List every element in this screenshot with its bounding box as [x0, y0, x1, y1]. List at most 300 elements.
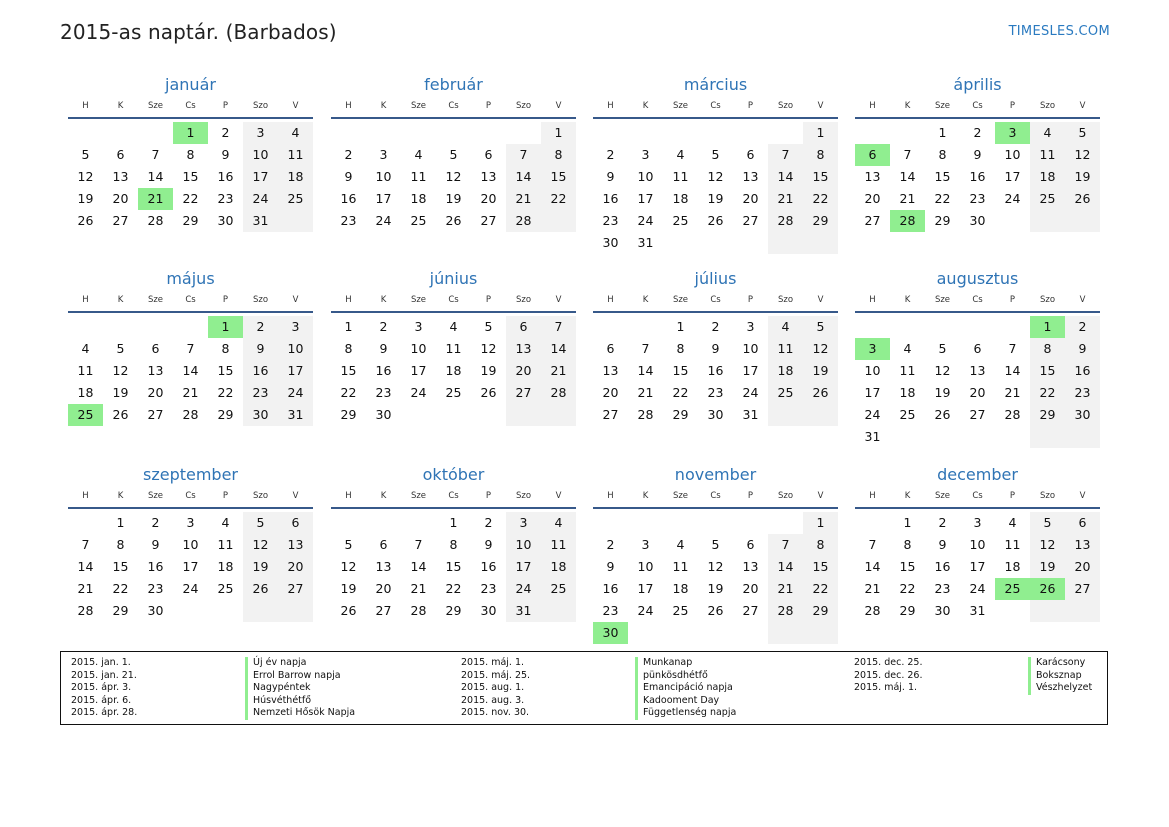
day-cell[interactable]: 20 — [864, 191, 881, 206]
day-cell[interactable]: 15 — [541, 166, 576, 188]
day-cell[interactable]: 18 — [77, 385, 94, 400]
day-cell[interactable]: 29 — [340, 407, 357, 422]
day-cell[interactable]: 7 — [641, 341, 650, 356]
day-cell[interactable]: 1 — [1030, 316, 1065, 338]
day-cell[interactable]: 28 — [147, 213, 164, 228]
day-cell[interactable]: 25 — [768, 382, 803, 404]
day-cell[interactable]: 5 — [711, 147, 720, 162]
day-cell[interactable]: 7 — [541, 316, 576, 338]
day-cell[interactable]: 30 — [602, 235, 619, 250]
day-cell[interactable]: 1 — [903, 515, 912, 530]
day-cell[interactable]: 25 — [68, 404, 103, 426]
day-cell[interactable]: 17 — [506, 556, 541, 578]
day-cell[interactable]: 13 — [742, 559, 759, 574]
day-cell[interactable]: 15 — [182, 169, 199, 184]
day-cell[interactable]: 9 — [711, 341, 720, 356]
day-cell[interactable]: 25 — [410, 213, 427, 228]
day-cell[interactable]: 26 — [112, 407, 129, 422]
day-cell[interactable]: 11 — [672, 559, 689, 574]
day-cell[interactable]: 29 — [803, 600, 838, 622]
day-cell[interactable]: 9 — [606, 169, 615, 184]
day-cell[interactable]: 8 — [803, 534, 838, 556]
day-cell[interactable]: 8 — [186, 147, 195, 162]
day-cell[interactable]: 15 — [217, 363, 234, 378]
day-cell[interactable]: 9 — [379, 341, 388, 356]
day-cell[interactable]: 23 — [243, 382, 278, 404]
day-cell[interactable]: 21 — [541, 360, 576, 382]
day-cell[interactable]: 14 — [768, 166, 803, 188]
day-cell[interactable]: 9 — [243, 338, 278, 360]
day-cell[interactable]: 25 — [278, 188, 313, 210]
day-cell[interactable]: 18 — [768, 360, 803, 382]
day-cell[interactable]: 10 — [637, 169, 654, 184]
day-cell[interactable]: 17 — [278, 360, 313, 382]
day-cell[interactable]: 25 — [1030, 188, 1065, 210]
day-cell[interactable]: 25 — [672, 213, 689, 228]
day-cell[interactable]: 16 — [480, 559, 497, 574]
day-cell[interactable]: 28 — [410, 603, 427, 618]
day-cell[interactable]: 22 — [899, 581, 916, 596]
day-cell[interactable]: 6 — [506, 316, 541, 338]
day-cell[interactable]: 6 — [746, 147, 755, 162]
day-cell[interactable]: 10 — [278, 338, 313, 360]
day-cell[interactable]: 1 — [173, 122, 208, 144]
day-cell[interactable]: 13 — [1065, 534, 1100, 556]
day-cell[interactable]: 22 — [445, 581, 462, 596]
day-cell[interactable]: 30 — [375, 407, 392, 422]
day-cell[interactable]: 12 — [112, 363, 129, 378]
day-cell[interactable]: 27 — [147, 407, 164, 422]
day-cell[interactable]: 22 — [803, 578, 838, 600]
day-cell[interactable]: 9 — [938, 537, 947, 552]
day-cell[interactable]: 4 — [676, 537, 685, 552]
day-cell[interactable]: 27 — [506, 382, 541, 404]
day-cell[interactable]: 8 — [541, 144, 576, 166]
day-cell[interactable]: 21 — [506, 188, 541, 210]
day-cell[interactable]: 10 — [506, 534, 541, 556]
day-cell[interactable]: 13 — [480, 169, 497, 184]
day-cell[interactable]: 15 — [340, 363, 357, 378]
day-cell[interactable]: 5 — [803, 316, 838, 338]
day-cell[interactable]: 3 — [379, 147, 388, 162]
day-cell[interactable]: 2 — [151, 515, 160, 530]
day-cell[interactable]: 29 — [112, 603, 129, 618]
day-cell[interactable]: 5 — [116, 341, 125, 356]
day-cell[interactable]: 9 — [344, 169, 353, 184]
day-cell[interactable]: 27 — [375, 603, 392, 618]
day-cell[interactable]: 13 — [506, 338, 541, 360]
day-cell[interactable]: 15 — [672, 363, 689, 378]
day-cell[interactable]: 1 — [541, 122, 576, 144]
day-cell[interactable]: 26 — [803, 382, 838, 404]
day-cell[interactable]: 28 — [637, 407, 654, 422]
day-cell[interactable]: 12 — [480, 341, 497, 356]
day-cell[interactable]: 6 — [606, 341, 615, 356]
day-cell[interactable]: 30 — [707, 407, 724, 422]
day-cell[interactable]: 25 — [995, 578, 1030, 600]
day-cell[interactable]: 5 — [243, 512, 278, 534]
day-cell[interactable]: 29 — [803, 210, 838, 232]
day-cell[interactable]: 19 — [480, 363, 497, 378]
day-cell[interactable]: 23 — [602, 603, 619, 618]
day-cell[interactable]: 12 — [934, 363, 951, 378]
day-cell[interactable]: 25 — [541, 578, 576, 600]
day-cell[interactable]: 24 — [637, 603, 654, 618]
day-cell[interactable]: 6 — [1065, 512, 1100, 534]
day-cell[interactable]: 1 — [344, 319, 353, 334]
day-cell[interactable]: 4 — [81, 341, 90, 356]
day-cell[interactable]: 15 — [899, 559, 916, 574]
day-cell[interactable]: 22 — [803, 188, 838, 210]
day-cell[interactable]: 24 — [742, 385, 759, 400]
day-cell[interactable]: 2 — [243, 316, 278, 338]
day-cell[interactable]: 26 — [445, 213, 462, 228]
day-cell[interactable]: 23 — [217, 191, 234, 206]
day-cell[interactable]: 29 — [182, 213, 199, 228]
day-cell[interactable]: 2 — [379, 319, 388, 334]
day-cell[interactable]: 21 — [138, 188, 173, 210]
day-cell[interactable]: 21 — [182, 385, 199, 400]
day-cell[interactable]: 30 — [1065, 404, 1100, 426]
day-cell[interactable]: 26 — [243, 578, 278, 600]
day-cell[interactable]: 27 — [602, 407, 619, 422]
day-cell[interactable]: 26 — [1065, 188, 1100, 210]
day-cell[interactable]: 5 — [1065, 122, 1100, 144]
day-cell[interactable]: 10 — [969, 537, 986, 552]
day-cell[interactable]: 7 — [768, 144, 803, 166]
day-cell[interactable]: 31 — [243, 210, 278, 232]
day-cell[interactable]: 18 — [672, 581, 689, 596]
day-cell[interactable]: 12 — [243, 534, 278, 556]
day-cell[interactable]: 29 — [934, 213, 951, 228]
day-cell[interactable]: 11 — [1030, 144, 1065, 166]
day-cell[interactable]: 31 — [506, 600, 541, 622]
day-cell[interactable]: 30 — [934, 603, 951, 618]
day-cell[interactable]: 1 — [803, 512, 838, 534]
day-cell[interactable]: 19 — [243, 556, 278, 578]
day-cell[interactable]: 3 — [278, 316, 313, 338]
day-cell[interactable]: 21 — [899, 191, 916, 206]
day-cell[interactable]: 11 — [410, 169, 427, 184]
day-cell[interactable]: 10 — [243, 144, 278, 166]
day-cell[interactable]: 10 — [1004, 147, 1021, 162]
day-cell[interactable]: 7 — [151, 147, 160, 162]
day-cell[interactable]: 30 — [147, 603, 164, 618]
day-cell[interactable]: 16 — [375, 363, 392, 378]
day-cell[interactable]: 11 — [445, 341, 462, 356]
day-cell[interactable]: 3 — [995, 122, 1030, 144]
day-cell[interactable]: 23 — [147, 581, 164, 596]
day-cell[interactable]: 4 — [903, 341, 912, 356]
day-cell[interactable]: 22 — [934, 191, 951, 206]
day-cell[interactable]: 14 — [864, 559, 881, 574]
day-cell[interactable]: 6 — [116, 147, 125, 162]
day-cell[interactable]: 30 — [593, 622, 628, 644]
day-cell[interactable]: 13 — [742, 169, 759, 184]
day-cell[interactable]: 27 — [864, 213, 881, 228]
day-cell[interactable]: 19 — [77, 191, 94, 206]
day-cell[interactable]: 17 — [969, 559, 986, 574]
day-cell[interactable]: 18 — [410, 191, 427, 206]
day-cell[interactable]: 19 — [1065, 166, 1100, 188]
day-cell[interactable]: 21 — [77, 581, 94, 596]
day-cell[interactable]: 15 — [803, 556, 838, 578]
day-cell[interactable]: 4 — [449, 319, 458, 334]
site-link[interactable]: TIMESLES.COM — [1008, 24, 1110, 39]
day-cell[interactable]: 19 — [340, 581, 357, 596]
day-cell[interactable]: 16 — [340, 191, 357, 206]
day-cell[interactable]: 3 — [641, 537, 650, 552]
day-cell[interactable]: 17 — [375, 191, 392, 206]
day-cell[interactable]: 1 — [116, 515, 125, 530]
day-cell[interactable]: 19 — [934, 385, 951, 400]
day-cell[interactable]: 23 — [340, 213, 357, 228]
day-cell[interactable]: 29 — [672, 407, 689, 422]
day-cell[interactable]: 5 — [1030, 512, 1065, 534]
day-cell[interactable]: 26 — [77, 213, 94, 228]
day-cell[interactable]: 4 — [278, 122, 313, 144]
day-cell[interactable]: 2 — [973, 125, 982, 140]
day-cell[interactable]: 3 — [746, 319, 755, 334]
day-cell[interactable]: 11 — [672, 169, 689, 184]
day-cell[interactable]: 16 — [217, 169, 234, 184]
day-cell[interactable]: 20 — [278, 556, 313, 578]
day-cell[interactable]: 13 — [969, 363, 986, 378]
day-cell[interactable]: 27 — [112, 213, 129, 228]
day-cell[interactable]: 3 — [973, 515, 982, 530]
day-cell[interactable]: 17 — [182, 559, 199, 574]
day-cell[interactable]: 11 — [77, 363, 94, 378]
day-cell[interactable]: 28 — [182, 407, 199, 422]
day-cell[interactable]: 10 — [182, 537, 199, 552]
day-cell[interactable]: 7 — [186, 341, 195, 356]
day-cell[interactable]: 9 — [606, 559, 615, 574]
day-cell[interactable]: 25 — [672, 603, 689, 618]
day-cell[interactable]: 16 — [934, 559, 951, 574]
day-cell[interactable]: 3 — [506, 512, 541, 534]
day-cell[interactable]: 5 — [484, 319, 493, 334]
day-cell[interactable]: 14 — [506, 166, 541, 188]
day-cell[interactable]: 23 — [1065, 382, 1100, 404]
day-cell[interactable]: 20 — [506, 360, 541, 382]
day-cell[interactable]: 29 — [445, 603, 462, 618]
day-cell[interactable]: 2 — [938, 515, 947, 530]
day-cell[interactable]: 10 — [375, 169, 392, 184]
day-cell[interactable]: 26 — [1030, 578, 1065, 600]
day-cell[interactable]: 28 — [1004, 407, 1021, 422]
day-cell[interactable]: 20 — [147, 385, 164, 400]
day-cell[interactable]: 24 — [864, 407, 881, 422]
day-cell[interactable]: 18 — [278, 166, 313, 188]
day-cell[interactable]: 22 — [340, 385, 357, 400]
day-cell[interactable]: 9 — [973, 147, 982, 162]
day-cell[interactable]: 15 — [445, 559, 462, 574]
day-cell[interactable]: 16 — [707, 363, 724, 378]
day-cell[interactable]: 13 — [147, 363, 164, 378]
day-cell[interactable]: 30 — [480, 603, 497, 618]
day-cell[interactable]: 8 — [903, 537, 912, 552]
day-cell[interactable]: 1 — [803, 122, 838, 144]
day-cell[interactable]: 28 — [77, 603, 94, 618]
day-cell[interactable]: 2 — [344, 147, 353, 162]
day-cell[interactable]: 8 — [449, 537, 458, 552]
day-cell[interactable]: 2 — [1065, 316, 1100, 338]
day-cell[interactable]: 13 — [602, 363, 619, 378]
day-cell[interactable]: 24 — [243, 188, 278, 210]
day-cell[interactable]: 1 — [449, 515, 458, 530]
day-cell[interactable]: 23 — [602, 213, 619, 228]
day-cell[interactable]: 8 — [938, 147, 947, 162]
day-cell[interactable]: 21 — [768, 188, 803, 210]
day-cell[interactable]: 4 — [541, 512, 576, 534]
day-cell[interactable]: 2 — [484, 515, 493, 530]
day-cell[interactable]: 14 — [77, 559, 94, 574]
day-cell[interactable]: 16 — [969, 169, 986, 184]
day-cell[interactable]: 7 — [903, 147, 912, 162]
day-cell[interactable]: 25 — [445, 385, 462, 400]
day-cell[interactable]: 1 — [208, 316, 243, 338]
day-cell[interactable]: 14 — [147, 169, 164, 184]
day-cell[interactable]: 12 — [707, 559, 724, 574]
day-cell[interactable]: 18 — [541, 556, 576, 578]
day-cell[interactable]: 19 — [707, 581, 724, 596]
day-cell[interactable]: 5 — [938, 341, 947, 356]
day-cell[interactable]: 20 — [742, 581, 759, 596]
day-cell[interactable]: 23 — [969, 191, 986, 206]
day-cell[interactable]: 12 — [803, 338, 838, 360]
day-cell[interactable]: 24 — [969, 581, 986, 596]
day-cell[interactable]: 14 — [1004, 363, 1021, 378]
day-cell[interactable]: 12 — [1065, 144, 1100, 166]
day-cell[interactable]: 8 — [221, 341, 230, 356]
day-cell[interactable]: 22 — [217, 385, 234, 400]
day-cell[interactable]: 12 — [77, 169, 94, 184]
day-cell[interactable]: 27 — [742, 603, 759, 618]
day-cell[interactable]: 28 — [768, 210, 803, 232]
day-cell[interactable]: 26 — [480, 385, 497, 400]
day-cell[interactable]: 8 — [803, 144, 838, 166]
day-cell[interactable]: 23 — [707, 385, 724, 400]
day-cell[interactable]: 26 — [340, 603, 357, 618]
day-cell[interactable]: 31 — [278, 404, 313, 426]
day-cell[interactable]: 1 — [676, 319, 685, 334]
day-cell[interactable]: 30 — [217, 213, 234, 228]
day-cell[interactable]: 8 — [676, 341, 685, 356]
day-cell[interactable]: 14 — [182, 363, 199, 378]
day-cell[interactable]: 4 — [768, 316, 803, 338]
day-cell[interactable]: 28 — [890, 210, 925, 232]
day-cell[interactable]: 17 — [410, 363, 427, 378]
day-cell[interactable]: 6 — [379, 537, 388, 552]
day-cell[interactable]: 9 — [484, 537, 493, 552]
day-cell[interactable]: 7 — [868, 537, 877, 552]
day-cell[interactable]: 31 — [864, 429, 881, 444]
day-cell[interactable]: 20 — [742, 191, 759, 206]
day-cell[interactable]: 31 — [637, 235, 654, 250]
day-cell[interactable]: 12 — [340, 559, 357, 574]
day-cell[interactable]: 24 — [375, 213, 392, 228]
day-cell[interactable]: 25 — [217, 581, 234, 596]
day-cell[interactable]: 15 — [1030, 360, 1065, 382]
day-cell[interactable]: 17 — [1004, 169, 1021, 184]
day-cell[interactable]: 5 — [449, 147, 458, 162]
day-cell[interactable]: 10 — [742, 341, 759, 356]
day-cell[interactable]: 9 — [151, 537, 160, 552]
day-cell[interactable]: 13 — [864, 169, 881, 184]
day-cell[interactable]: 11 — [768, 338, 803, 360]
day-cell[interactable]: 17 — [637, 191, 654, 206]
day-cell[interactable]: 5 — [344, 537, 353, 552]
day-cell[interactable]: 28 — [768, 600, 803, 622]
day-cell[interactable]: 9 — [221, 147, 230, 162]
day-cell[interactable]: 6 — [278, 512, 313, 534]
day-cell[interactable]: 6 — [973, 341, 982, 356]
day-cell[interactable]: 19 — [112, 385, 129, 400]
day-cell[interactable]: 27 — [278, 578, 313, 600]
day-cell[interactable]: 22 — [672, 385, 689, 400]
day-cell[interactable]: 1 — [938, 125, 947, 140]
day-cell[interactable]: 24 — [637, 213, 654, 228]
day-cell[interactable]: 24 — [410, 385, 427, 400]
day-cell[interactable]: 9 — [1065, 338, 1100, 360]
day-cell[interactable]: 29 — [899, 603, 916, 618]
day-cell[interactable]: 17 — [864, 385, 881, 400]
day-cell[interactable]: 2 — [711, 319, 720, 334]
day-cell[interactable]: 24 — [506, 578, 541, 600]
day-cell[interactable]: 8 — [344, 341, 353, 356]
day-cell[interactable]: 29 — [1030, 404, 1065, 426]
day-cell[interactable]: 7 — [414, 537, 423, 552]
day-cell[interactable]: 10 — [410, 341, 427, 356]
day-cell[interactable]: 3 — [186, 515, 195, 530]
day-cell[interactable]: 10 — [637, 559, 654, 574]
day-cell[interactable]: 27 — [742, 213, 759, 228]
day-cell[interactable]: 18 — [1030, 166, 1065, 188]
day-cell[interactable]: 22 — [1030, 382, 1065, 404]
day-cell[interactable]: 8 — [1030, 338, 1065, 360]
day-cell[interactable]: 16 — [602, 191, 619, 206]
day-cell[interactable]: 7 — [1008, 341, 1017, 356]
day-cell[interactable]: 15 — [934, 169, 951, 184]
day-cell[interactable]: 14 — [768, 556, 803, 578]
day-cell[interactable]: 3 — [641, 147, 650, 162]
day-cell[interactable]: 31 — [969, 603, 986, 618]
day-cell[interactable]: 30 — [243, 404, 278, 426]
day-cell[interactable]: 15 — [112, 559, 129, 574]
day-cell[interactable]: 16 — [147, 559, 164, 574]
day-cell[interactable]: 18 — [672, 191, 689, 206]
day-cell[interactable]: 22 — [182, 191, 199, 206]
day-cell[interactable]: 20 — [969, 385, 986, 400]
day-cell[interactable]: 20 — [1065, 556, 1100, 578]
day-cell[interactable]: 14 — [410, 559, 427, 574]
day-cell[interactable]: 19 — [1030, 556, 1065, 578]
day-cell[interactable]: 4 — [1030, 122, 1065, 144]
day-cell[interactable]: 10 — [864, 363, 881, 378]
day-cell[interactable]: 13 — [112, 169, 129, 184]
day-cell[interactable]: 15 — [803, 166, 838, 188]
day-cell[interactable]: 24 — [278, 382, 313, 404]
day-cell[interactable]: 26 — [934, 407, 951, 422]
day-cell[interactable]: 11 — [217, 537, 234, 552]
day-cell[interactable]: 7 — [768, 534, 803, 556]
day-cell[interactable]: 30 — [969, 213, 986, 228]
day-cell[interactable]: 14 — [899, 169, 916, 184]
day-cell[interactable]: 2 — [606, 537, 615, 552]
day-cell[interactable]: 21 — [864, 581, 881, 596]
day-cell[interactable]: 4 — [221, 515, 230, 530]
day-cell[interactable]: 11 — [899, 363, 916, 378]
